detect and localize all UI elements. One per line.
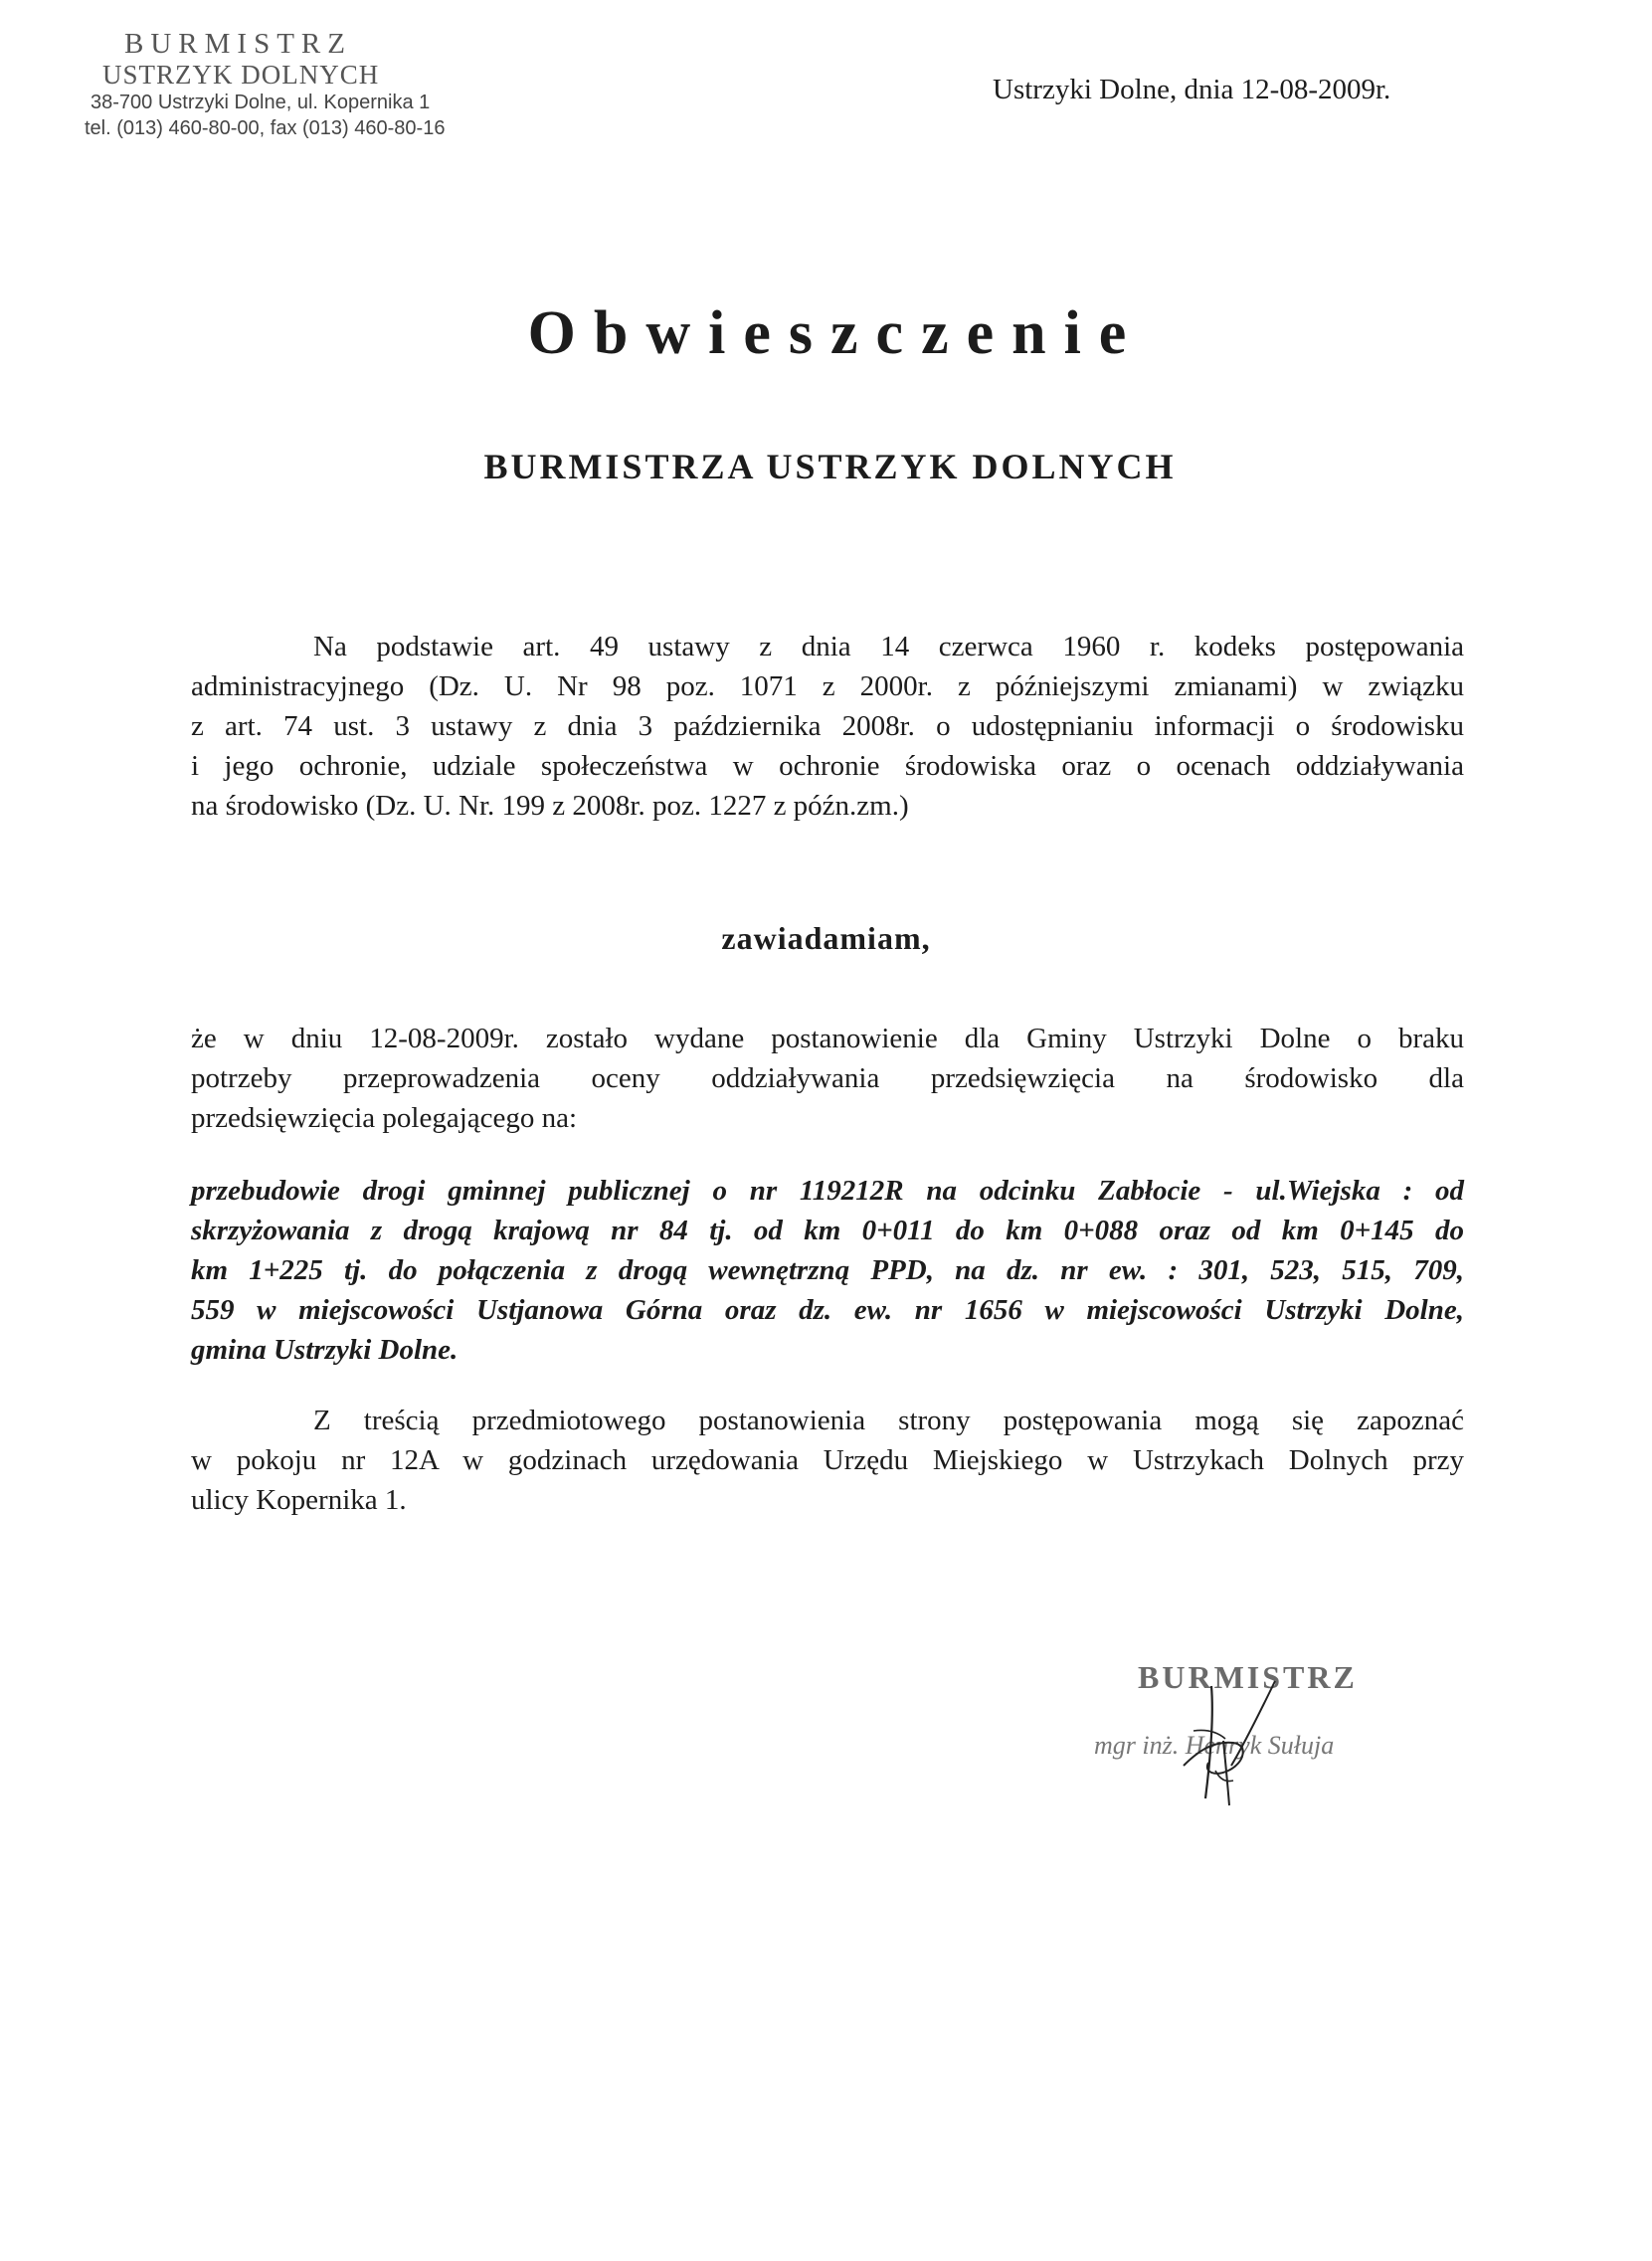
signature-stamp-name: mgr inż. Henryk Sułuja <box>1094 1731 1335 1760</box>
paragraph-project-description <box>191 1171 1464 1370</box>
paragraph-access-info <box>191 1401 1464 1520</box>
stamp-line-address: 38-700 Ustrzyki Dolne, ul. Kopernika 1 <box>91 92 431 113</box>
signature-block <box>1094 1651 1432 1810</box>
stamp-line-office: USTRZYK DOLNYCH <box>102 60 380 90</box>
stamp-line-phone: tel. (013) 460-80-00, fax (013) 460-80-16 <box>85 117 446 139</box>
paragraph-line: ulicy Kopernika 1. <box>191 1484 407 1516</box>
paragraph-line: gmina Ustrzyki Dolne. <box>191 1334 459 1366</box>
paragraph-line: na środowisko (Dz. U. Nr. 199 z 2008r. poz. 1227 z późn.zm.) <box>191 790 909 822</box>
paragraph-line: km 1+225 tj. do połączenia z drogą wewnętrzną PPD, na dz. nr ew. : 301, 523, 515, 709, <box>191 1254 1464 1286</box>
paragraph-line: Na podstawie art. 49 ustawy z dnia 14 czerwca 1960 r. kodeks postępowania <box>313 631 1464 662</box>
paragraph-decision <box>191 1019 1464 1138</box>
paragraph-line: że w dniu 12-08-2009r. zostało wydane postanowienie dla Gminy Ustrzyki Dolne o braku <box>191 1023 1464 1054</box>
paragraph-line: przedsięwzięcia polegającego na: <box>191 1102 578 1134</box>
paragraph-line: potrzeby przeprowadzenia oceny oddziaływania przedsięwzięcia na środowisko dla <box>191 1062 1464 1094</box>
paragraph-legal-basis <box>191 627 1464 826</box>
office-stamp <box>85 28 482 141</box>
paragraph-line: w pokoju nr 12A w godzinach urzędowania Urzędu Miejskiego w Ustrzykach Dolnych przy <box>191 1444 1464 1476</box>
stamp-line-title: BURMISTRZ <box>124 28 352 60</box>
document-subtitle: BURMISTRZA USTRZYK DOLNYCH <box>483 447 1177 486</box>
paragraph-line: 559 w miejscowości Ustjanowa Górna oraz dz. ew. nr 1656 w miejscowości Ustrzyki Dolne, <box>191 1294 1464 1326</box>
document-title: Obwieszczenie <box>527 299 1145 367</box>
paragraph-line: skrzyżowania z drogą krajową nr 84 tj. od km 0+011 do km 0+088 oraz od km 0+145 do <box>191 1215 1464 1246</box>
paragraph-line: przebudowie drogi gminnej publicznej o nr 119212R na odcinku Zabłocie - ul.Wiejska : od <box>191 1175 1464 1207</box>
paragraph-line: i jego ochronie, udziale społeczeństwa w ochronie środowiska oraz o ocenach oddziaływania <box>191 750 1464 782</box>
paragraph-line: Z treścią przedmiotowego postanowienia strony postępowania mogą się zapoznać <box>313 1405 1464 1436</box>
paragraph-line: administracyjnego (Dz. U. Nr 98 poz. 1071 z 2000r. z późniejszymi zmianami) w związku <box>191 670 1464 702</box>
signature-stamp-title: BURMISTRZ <box>1138 1659 1358 1695</box>
paragraph-line: z art. 74 ust. 3 ustawy z dnia 3 października 2008r. o udostępnianiu informacji o środowisku <box>191 710 1464 742</box>
document-date: Ustrzyki Dolne, dnia 12-08-2009r. <box>993 74 1391 105</box>
announcement-heading: zawiadamiam, <box>721 920 931 956</box>
handwritten-signature <box>1154 1671 1313 1810</box>
